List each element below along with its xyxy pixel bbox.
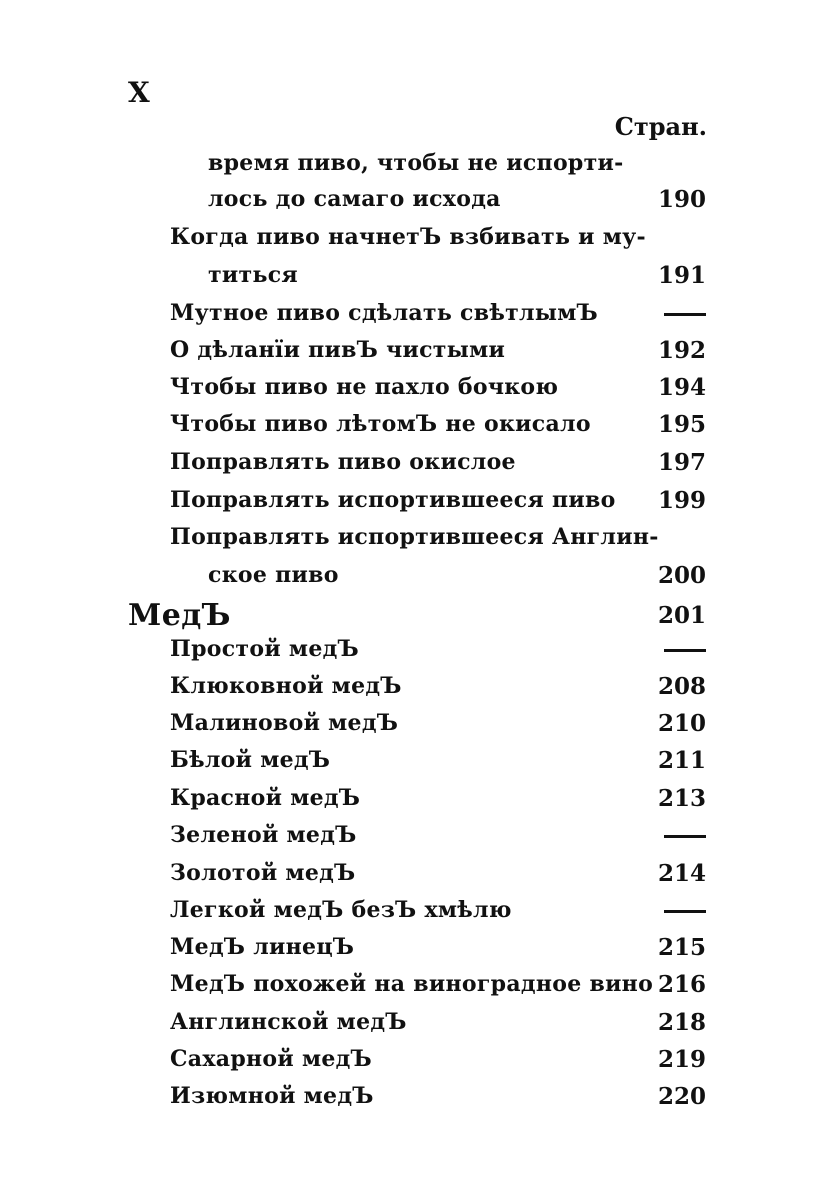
toc-entry: МедЪ похожей на виноградное вино <box>170 971 654 997</box>
page-number: X <box>128 76 150 109</box>
toc-entry: Клюковной медЪ <box>170 673 402 699</box>
toc-page-number: 197 <box>657 449 706 476</box>
toc-same-page-dash <box>664 835 706 838</box>
toc-entry: Поправлять пиво окислое <box>170 449 516 475</box>
toc-entry: Чтобы пиво не пахло бочкою <box>170 374 559 400</box>
toc-page-number: 192 <box>657 337 706 364</box>
toc-page-number: 199 <box>657 487 706 514</box>
page-column-header: Стран. <box>614 112 707 141</box>
toc-entry: Простой медЪ <box>170 636 359 662</box>
toc-page-number: 190 <box>657 186 706 213</box>
toc-page-number: 216 <box>657 971 706 998</box>
toc-page-number: 195 <box>657 411 706 438</box>
toc-same-page-dash <box>664 313 706 316</box>
toc-page-number: 200 <box>657 562 706 589</box>
toc-entry: Малиновой медЪ <box>170 710 399 736</box>
toc-entry: Чтобы пиво лѣтомЪ не окисало <box>170 411 591 437</box>
toc-page-number: 208 <box>657 673 706 700</box>
toc-entry: МедЪ линецЪ <box>170 934 355 960</box>
toc-page-number: 215 <box>657 934 706 961</box>
toc-entry: Поправлять испортившееся пиво <box>170 487 616 513</box>
toc-page-number: 213 <box>657 785 706 812</box>
toc-page-number: 218 <box>657 1009 706 1036</box>
section-page-number: 201 <box>657 602 706 629</box>
toc-entry-line: Поправлять испортившееся Англин- <box>170 524 659 550</box>
section-heading: МедЪ <box>128 598 231 633</box>
toc-page-number: 219 <box>657 1046 706 1073</box>
toc-page-number: 211 <box>657 747 706 774</box>
toc-entry: Сахарной медЪ <box>170 1046 372 1072</box>
toc-page-number: 194 <box>657 374 706 401</box>
toc-entry: Мутное пиво сдѣлать свѣтлымЪ <box>170 300 598 326</box>
toc-page-number: 210 <box>657 710 706 737</box>
toc-same-page-dash <box>664 910 706 913</box>
toc-entry: Красной медЪ <box>170 785 361 811</box>
toc-entry: Золотой медЪ <box>170 860 356 886</box>
toc-entry: Изюмной медЪ <box>170 1083 374 1109</box>
toc-same-page-dash <box>664 649 706 652</box>
toc-entry-line: Когда пиво начнетЪ взбивать и му- <box>170 224 646 250</box>
toc-entry-line: лось до самаго исхода <box>208 186 501 212</box>
toc-page-number: 191 <box>657 262 706 289</box>
toc-entry-line: ское пиво <box>208 562 339 588</box>
toc-entry: Легкой медЪ безЪ хмѣлю <box>170 897 512 923</box>
toc-page-number: 220 <box>657 1083 706 1110</box>
toc-entry-line: время пиво, чтобы не испорти- <box>208 150 624 176</box>
toc-entry: Зеленой медЪ <box>170 822 357 848</box>
toc-entry-line: титься <box>208 262 298 288</box>
toc-page-number: 214 <box>657 860 706 887</box>
toc-entry: О дѣланїи пивЪ чистыми <box>170 337 506 363</box>
toc-entry: Бѣлой медЪ <box>170 747 331 773</box>
toc-entry: Англинской медЪ <box>170 1009 407 1035</box>
